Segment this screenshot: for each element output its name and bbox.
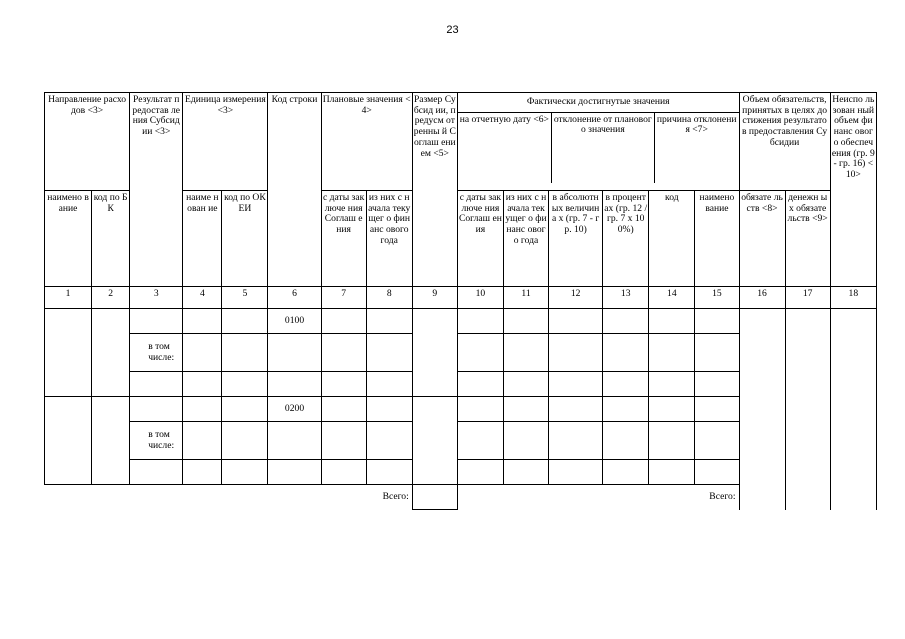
table-row xyxy=(45,309,877,334)
column-number: 2 xyxy=(92,287,130,309)
header-money-obligations: денежн ых обязате льств <9> xyxy=(785,191,830,287)
cell[interactable] xyxy=(830,309,876,510)
cell[interactable] xyxy=(321,460,366,485)
cell[interactable] xyxy=(603,397,649,422)
cell[interactable] xyxy=(366,460,412,485)
header-result: Результат предостав ления Субсидии <3> xyxy=(130,93,183,287)
header-deviation-from-plan: отклонение от планового значения xyxy=(552,113,655,183)
cell[interactable] xyxy=(649,372,695,397)
cell[interactable] xyxy=(321,372,366,397)
column-number: 3 xyxy=(130,287,183,309)
cell[interactable] xyxy=(222,334,268,372)
header-percent: в процент ах (гр. 12 / гр. 7 x 100%) xyxy=(603,191,649,287)
cell[interactable] xyxy=(130,460,183,485)
cell[interactable] xyxy=(321,422,366,460)
column-number: 8 xyxy=(366,287,412,309)
cell[interactable] xyxy=(457,397,503,422)
cell[interactable] xyxy=(739,309,785,510)
cell[interactable] xyxy=(603,422,649,460)
cell[interactable] xyxy=(649,397,695,422)
column-number: 6 xyxy=(268,287,321,309)
cell[interactable] xyxy=(130,397,183,422)
header-from-agreement-date: с даты заключе ния Соглаш ения xyxy=(321,191,366,287)
cell[interactable] xyxy=(45,397,92,485)
total-label: Всего: xyxy=(382,490,409,502)
header-reason-code: код xyxy=(649,191,695,287)
column-number: 14 xyxy=(649,287,695,309)
cell[interactable] xyxy=(503,397,548,422)
cell[interactable] xyxy=(366,309,412,334)
header-on-reporting-date: на отчетную дату <6> xyxy=(458,113,552,183)
cell[interactable] xyxy=(183,397,222,422)
cell[interactable] xyxy=(183,422,222,460)
cell[interactable] xyxy=(268,334,321,372)
header-deviation-reason: причина отклонения <7> xyxy=(656,113,737,136)
column-number: 18 xyxy=(830,287,876,309)
cell[interactable] xyxy=(649,309,695,334)
cell[interactable] xyxy=(695,422,739,460)
cell[interactable] xyxy=(549,334,603,372)
column-number: 1 xyxy=(45,287,92,309)
cell[interactable] xyxy=(268,460,321,485)
cell[interactable] xyxy=(603,334,649,372)
cell[interactable] xyxy=(785,309,830,510)
cell[interactable] xyxy=(412,397,457,485)
cell[interactable] xyxy=(457,460,503,485)
column-number: 5 xyxy=(222,287,268,309)
cell[interactable] xyxy=(321,397,366,422)
cell[interactable] xyxy=(549,460,603,485)
including-label: в том числе: xyxy=(130,422,183,460)
cell[interactable] xyxy=(695,309,739,334)
total-subsidy-cell[interactable] xyxy=(412,485,457,510)
column-number: 11 xyxy=(503,287,548,309)
column-numbers-row xyxy=(45,287,877,309)
header-obligations-volume: Объем обязательств, принятых в целях достижения результатов предоставления Субсидии xyxy=(739,93,830,191)
header-subsidy-size: Размер Субсид ии, предусм отренны й Соглаш ением <5> xyxy=(412,93,457,287)
cell[interactable] xyxy=(183,309,222,334)
cell[interactable] xyxy=(92,397,130,485)
column-number: 12 xyxy=(549,287,603,309)
column-number: 9 xyxy=(412,287,457,309)
cell[interactable] xyxy=(503,309,548,334)
header-okei-code: код по ОКЕИ xyxy=(222,191,268,287)
cell[interactable] xyxy=(130,372,183,397)
cell[interactable] xyxy=(695,460,739,485)
header-direction: Направление расходов <3> xyxy=(45,93,130,191)
line-code: 0200 xyxy=(268,397,321,422)
cell[interactable] xyxy=(549,397,603,422)
header-unused-volume: Неиспо льзован ный объем финанс ового обеспеч ения (гр. 9 - гр. 16) <10> xyxy=(830,93,876,287)
header-unit: Единица измерения <3> xyxy=(183,93,268,191)
cell[interactable] xyxy=(695,372,739,397)
header-abs-value: в абсолютн ых величина х (гр. 7 - гр. 10) xyxy=(549,191,603,287)
cell[interactable] xyxy=(695,334,739,372)
column-number: 4 xyxy=(183,287,222,309)
header-reason-name: наимено вание xyxy=(695,191,739,287)
cell[interactable] xyxy=(321,309,366,334)
header-planned: Плановые значения <4> xyxy=(321,93,412,191)
cell[interactable] xyxy=(457,422,503,460)
column-number: 10 xyxy=(457,287,503,309)
cell[interactable] xyxy=(457,334,503,372)
header-name: наимено вание xyxy=(45,191,92,287)
total-label: Всего: xyxy=(709,490,736,502)
header-incl-current-year: из них с начала текущег о финанс ового года xyxy=(366,191,412,287)
cell[interactable] xyxy=(268,422,321,460)
cell[interactable] xyxy=(503,334,548,372)
cell[interactable] xyxy=(457,309,503,334)
cell[interactable] xyxy=(92,309,130,397)
cell[interactable] xyxy=(549,422,603,460)
header-line-code: Код строки xyxy=(268,93,321,287)
cell[interactable] xyxy=(503,372,548,397)
cell[interactable] xyxy=(130,309,183,334)
cell[interactable] xyxy=(649,334,695,372)
header-actual xyxy=(457,93,739,191)
header-bk-code: код по БК xyxy=(92,191,130,287)
cell[interactable] xyxy=(222,397,268,422)
cell[interactable] xyxy=(268,372,321,397)
header-obligations: обязате льств <8> xyxy=(739,191,785,287)
cell[interactable] xyxy=(45,309,92,397)
header-actual-title: Фактически достигнутые значения xyxy=(526,96,670,107)
cell[interactable] xyxy=(549,372,603,397)
header-actual-from-agreement-date: с даты заключе ния Соглаш ения xyxy=(457,191,503,287)
cell[interactable] xyxy=(549,309,603,334)
cell[interactable] xyxy=(649,422,695,460)
cell[interactable] xyxy=(183,460,222,485)
cell[interactable] xyxy=(366,372,412,397)
cell[interactable] xyxy=(457,372,503,397)
column-number: 17 xyxy=(785,287,830,309)
cell[interactable] xyxy=(321,334,366,372)
cell[interactable] xyxy=(603,372,649,397)
cell[interactable] xyxy=(649,460,695,485)
cell[interactable] xyxy=(603,460,649,485)
cell[interactable] xyxy=(695,397,739,422)
column-number: 16 xyxy=(739,287,785,309)
cell[interactable] xyxy=(222,460,268,485)
column-number: 13 xyxy=(603,287,649,309)
cell[interactable] xyxy=(503,422,548,460)
cell[interactable] xyxy=(366,397,412,422)
cell[interactable] xyxy=(222,309,268,334)
cell[interactable] xyxy=(366,422,412,460)
line-code: 0100 xyxy=(268,309,321,334)
page-number: 23 xyxy=(446,24,459,36)
cell[interactable] xyxy=(222,372,268,397)
header-unit-name: наиме нован ие xyxy=(183,191,222,287)
cell[interactable] xyxy=(412,309,457,397)
report-table xyxy=(44,92,877,510)
cell[interactable] xyxy=(366,334,412,372)
cell[interactable] xyxy=(222,422,268,460)
cell[interactable] xyxy=(183,372,222,397)
including-label: в том числе: xyxy=(130,334,183,372)
header-actual-incl-current-year: из них с начала текущег о финанс ового года xyxy=(503,191,548,287)
column-number: 7 xyxy=(321,287,366,309)
cell[interactable] xyxy=(183,334,222,372)
column-number: 15 xyxy=(695,287,739,309)
cell[interactable] xyxy=(503,460,548,485)
cell[interactable] xyxy=(603,309,649,334)
